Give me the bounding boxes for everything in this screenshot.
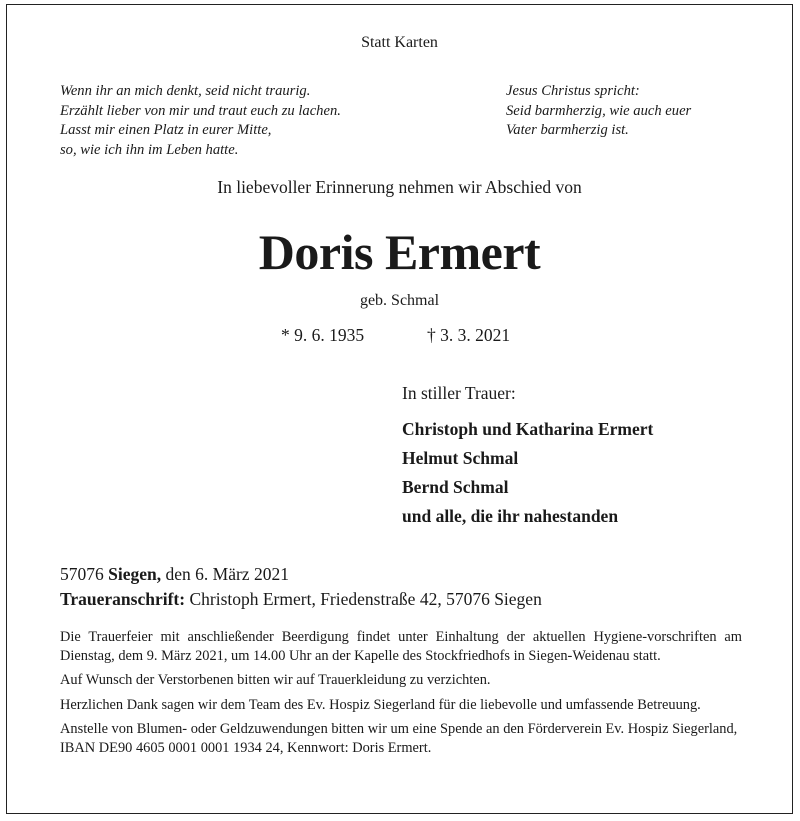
mourner-name: Helmut Schmal	[402, 448, 519, 468]
mourners-block	[402, 383, 653, 531]
note-funeral: Die Trauerfeier mit anschließender Beerdigung findet unter Einhaltung der aktuellen Hygiene-vorschriften am Dienstag, dem 9. März 2021, um 14.00 Uhr an der Kapelle des Stockfriedhofs in Siegen-Weidenau statt.	[60, 629, 742, 664]
birth-date: * 9. 6. 1935	[281, 325, 365, 345]
deceased-name: Doris Ermert	[258, 224, 541, 280]
poem-line: Lasst mir einen Platz in eurer Mitte,	[60, 122, 272, 138]
poem-line: Erzählt lieber von mir und traut euch zu lachen.	[60, 102, 341, 119]
notice-date: den 6. März 2021	[165, 564, 289, 584]
mourning-heading: In stiller Trauer:	[402, 383, 516, 403]
note-donation: Anstelle von Blumen- oder Geldzuwendungen bitten wir um eine Spende an den Förderverein Ev. Hospiz Siegerland, IBAN DE90 4605 0001 0001 1934 24, Kennwort: Doris Ermert.	[60, 721, 738, 756]
obituary-notice	[6, 4, 793, 814]
mourner-name: und alle, die ihr nahestanden	[402, 506, 619, 526]
place-and-date	[60, 564, 289, 585]
quote-line: Vater barmherzig ist.	[506, 122, 629, 138]
quote-line: Seid barmherzig, wie auch euer	[506, 102, 692, 119]
intro-text: In liebevoller Erinnerung nehmen wir Abschied von	[217, 177, 582, 197]
quote-line: Jesus Christus spricht:	[506, 83, 640, 99]
address-value: Christoph Ermert, Friedenstraße 42, 57076 Siegen	[189, 589, 542, 609]
mourner-name: Bernd Schmal	[402, 477, 509, 497]
mourner-name: Christoph und Katharina Ermert	[402, 419, 654, 439]
header-statt-karten: Statt Karten	[361, 34, 438, 51]
bible-quote	[506, 82, 691, 141]
city: Siegen,	[108, 564, 162, 584]
poem-line: Wenn ihr an mich denkt, seid nicht traurig.	[60, 83, 311, 99]
note-clothing: Auf Wunsch der Verstorbenen bitten wir auf Trauerkleidung zu verzichten.	[60, 672, 491, 689]
address-label: Traueranschrift:	[60, 589, 186, 609]
poem-left	[60, 82, 341, 160]
zip-code: 57076	[60, 564, 104, 584]
death-date: † 3. 3. 2021	[427, 325, 511, 345]
maiden-name: geb. Schmal	[359, 292, 440, 309]
mourning-address	[60, 589, 542, 610]
poem-line: so, wie ich ihn im Leben hatte.	[60, 141, 239, 158]
notes-block	[60, 628, 742, 764]
note-thanks: Herzlichen Dank sagen wir dem Team des Ev. Hospiz Siegerland für die liebevolle und umfassende Betreuung.	[60, 696, 701, 713]
